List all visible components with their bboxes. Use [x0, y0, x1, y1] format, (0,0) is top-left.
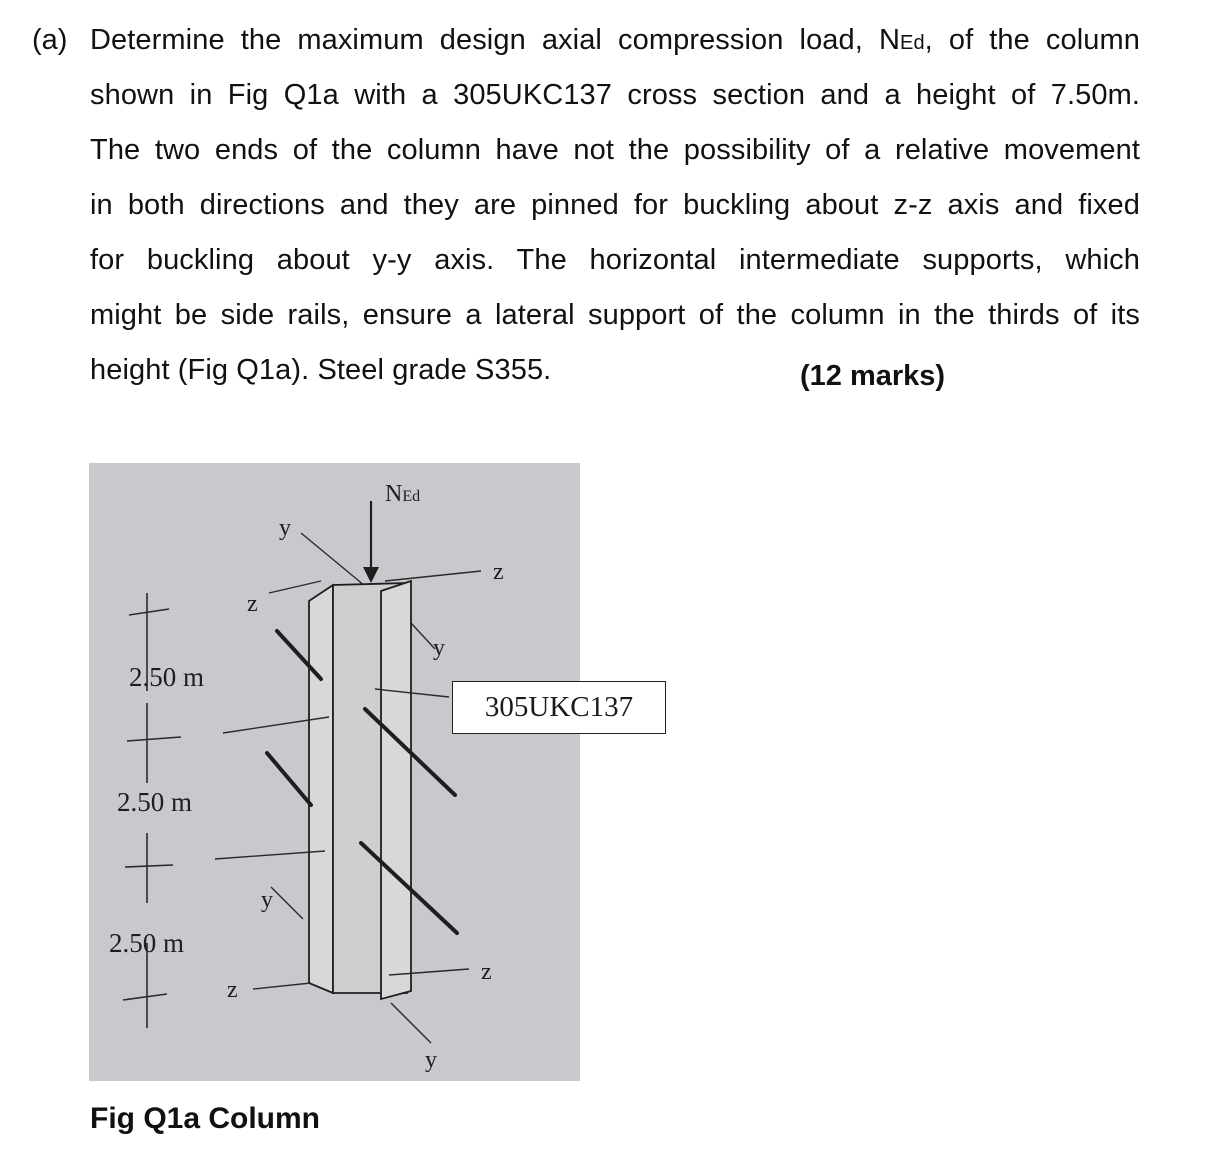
dimension-label-top: 2.50 m	[129, 662, 205, 692]
question-line-5: for buckling about y-y axis. The horizontal intermediate supports, which	[90, 244, 1140, 276]
question-line-2: shown in Fig Q1a with a 305UKC137 cross section and a height of 7.50m.	[90, 79, 1140, 111]
axis-label-y-bottom-left: y	[261, 887, 273, 913]
question-label: (a)	[32, 24, 68, 56]
question-line-1-text: Determine the maximum design axial compression load, N	[90, 24, 900, 56]
question-line-7: height (Fig Q1a). Steel grade S355.	[90, 354, 552, 386]
axis-label-y-bottom: y	[425, 1047, 437, 1073]
dimension-label-middle: 2.50 m	[117, 787, 193, 817]
section-label: 305UKC137	[452, 681, 666, 734]
axis-label-z-bottom-left: z	[227, 977, 238, 1003]
axis-label-y-top: y	[279, 515, 291, 541]
axis-label-z-top-left: z	[247, 591, 258, 617]
column-diagram	[89, 463, 580, 1081]
marks-label: (12 marks)	[800, 360, 946, 392]
ned-subscript: Ed	[900, 32, 925, 54]
dimension-label-bottom: 2.50 m	[109, 928, 185, 958]
column-figure	[89, 463, 580, 1081]
axis-label-z-bottom-right: z	[481, 959, 492, 985]
figure-caption: Fig Q1a Column	[90, 1102, 321, 1135]
question-line-3: The two ends of the column have not the possibility of a relative movement	[90, 134, 1140, 166]
question-line-1	[90, 20, 1140, 63]
axis-label-z-top-right: z	[493, 559, 504, 585]
load-label: NEd	[385, 481, 421, 507]
question-line-6: might be side rails, ensure a lateral support of the column in the thirds of its	[90, 299, 1140, 331]
axis-label-y-top-right: y	[433, 635, 445, 661]
question-line-1-tail: , of the column	[924, 24, 1141, 56]
question-line-4: in both directions and they are pinned for buckling about z-z axis and fixed	[90, 189, 1140, 221]
column-member	[309, 581, 411, 999]
